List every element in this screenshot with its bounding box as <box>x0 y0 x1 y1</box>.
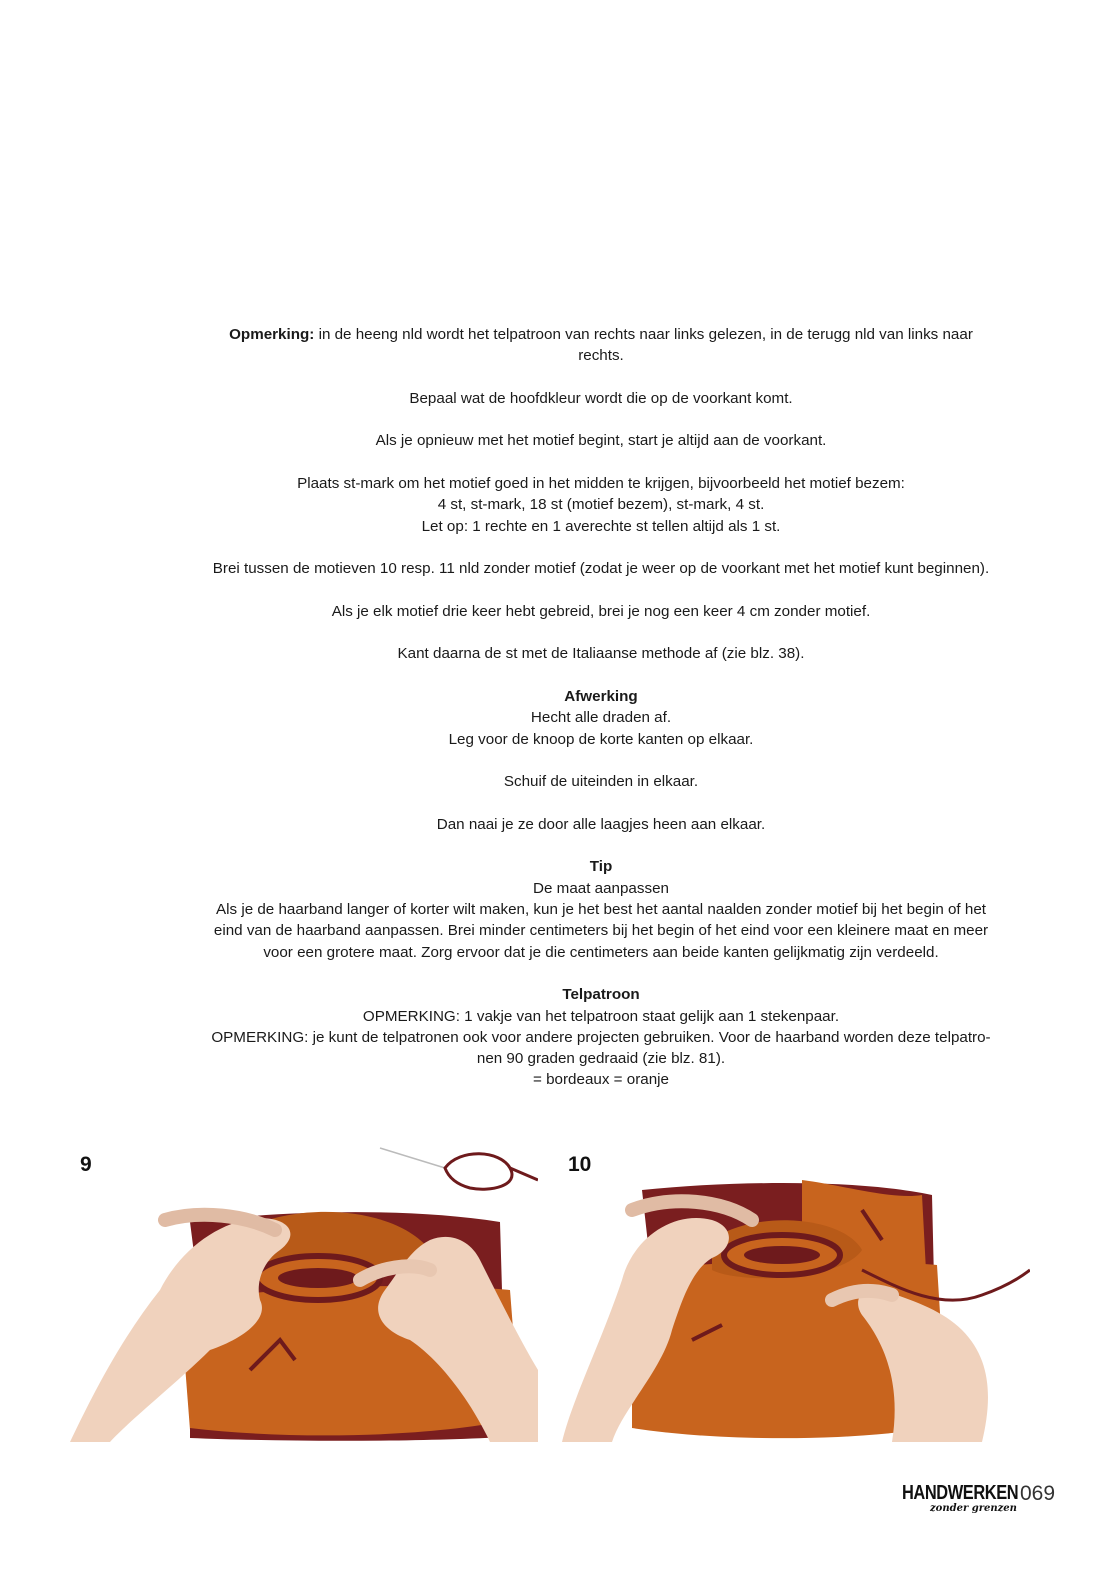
page-number: 069 <box>1020 1482 1056 1505</box>
telpatroon-line3: nen 90 graden gedraaid (zie blz. 81). <box>476 1050 726 1068</box>
tip-subheading: De maat aanpassen <box>533 879 669 897</box>
opmerking-text-line1: in de heeng nld wordt het telpatroon van rechts naar links gelezen, in de terugg nld van links naar <box>314 326 973 343</box>
step-10-photo <box>562 1140 1030 1442</box>
instructions-text <box>190 324 1012 1091</box>
magazine-brand-subtitle: zonder grenzen <box>930 1503 1017 1514</box>
tip-section <box>190 856 1012 962</box>
tip-line1: Als je de haarband langer of korter wilt maken, kun je het best het aantal naalden zonder motief bij het begin of het <box>216 901 986 919</box>
hoofdkleur-paragraph: Bepaal wat de hoofdkleur wordt die op de voorkant komt. <box>409 389 793 407</box>
page-footer <box>902 1482 1062 1522</box>
afwerking-heading: Afwerking <box>564 688 638 706</box>
step-10-number: 10 <box>568 1153 592 1176</box>
tip-line3: voor een grotere maat. Zorg ervoor dat je die centimeters aan beide kanten gelijkmatig zijn verdeeld. <box>263 943 939 961</box>
telpatroon-section <box>190 984 1012 1090</box>
opmerking-paragraph <box>190 324 1012 367</box>
magazine-brand: HANDWERKEN <box>902 1482 1019 1504</box>
telpatroon-heading: Telpatroon <box>562 986 640 1004</box>
afwerking-line4: Dan naai je ze door alle laagjes heen aan elkaar. <box>436 815 766 833</box>
tip-line2: eind van de haarband aanpassen. Brei minder centimeters bij het begin of het eind voor een kleinere maat en meer <box>213 922 989 940</box>
stmark-line3: Let op: 1 rechte en 1 averechte st tellen altijd als 1 st. <box>421 517 781 535</box>
tussen-paragraph: Brei tussen de motieven 10 resp. 11 nld zonder motief (zodat je weer op de voorkant met het motief kunt beginnen). <box>212 560 990 578</box>
afwerking-line1: Hecht alle draden af. <box>530 709 672 727</box>
stmark-paragraph <box>190 473 1012 537</box>
tip-heading: Tip <box>589 858 613 876</box>
telpatroon-line2: OPMERKING: je kunt de telpatronen ook voor andere projecten gebruiken. Voor de haarband worden deze telpatro- <box>211 1028 991 1046</box>
opmerking-label: Opmerking: <box>229 326 315 343</box>
drie-keer-paragraph: Als je elk motief drie keer hebt gebreid, brei je nog een keer 4 cm zonder motief. <box>331 602 871 620</box>
afwerking-line3: Schuif de uiteinden in elkaar. <box>503 773 699 791</box>
telpatroon-legend: = bordeaux = oranje <box>533 1071 669 1089</box>
afkanten-paragraph: Kant daarna de st met de Italiaanse methode af (zie blz. 38). <box>397 645 805 663</box>
stmark-line1: Plaats st-mark om het motief goed in het midden te krijgen, bijvoorbeeld het motief bezem: <box>297 475 905 493</box>
stmark-line2: 4 st, st-mark, 18 st (motief bezem), st-mark, 4 st. <box>437 496 765 514</box>
opmerking-text-line2: rechts. <box>578 347 624 365</box>
step-9-photo <box>70 1140 538 1442</box>
step-9-number: 9 <box>80 1153 92 1176</box>
telpatroon-line1: OPMERKING: 1 vakje van het telpatroon staat gelijk aan 1 stekenpaar. <box>362 1007 840 1025</box>
afwerking-section <box>190 686 1012 750</box>
opnieuw-paragraph: Als je opnieuw met het motief begint, start je altijd aan de voorkant. <box>375 432 827 450</box>
afwerking-line2: Leg voor de knoop de korte kanten op elkaar. <box>448 730 754 748</box>
